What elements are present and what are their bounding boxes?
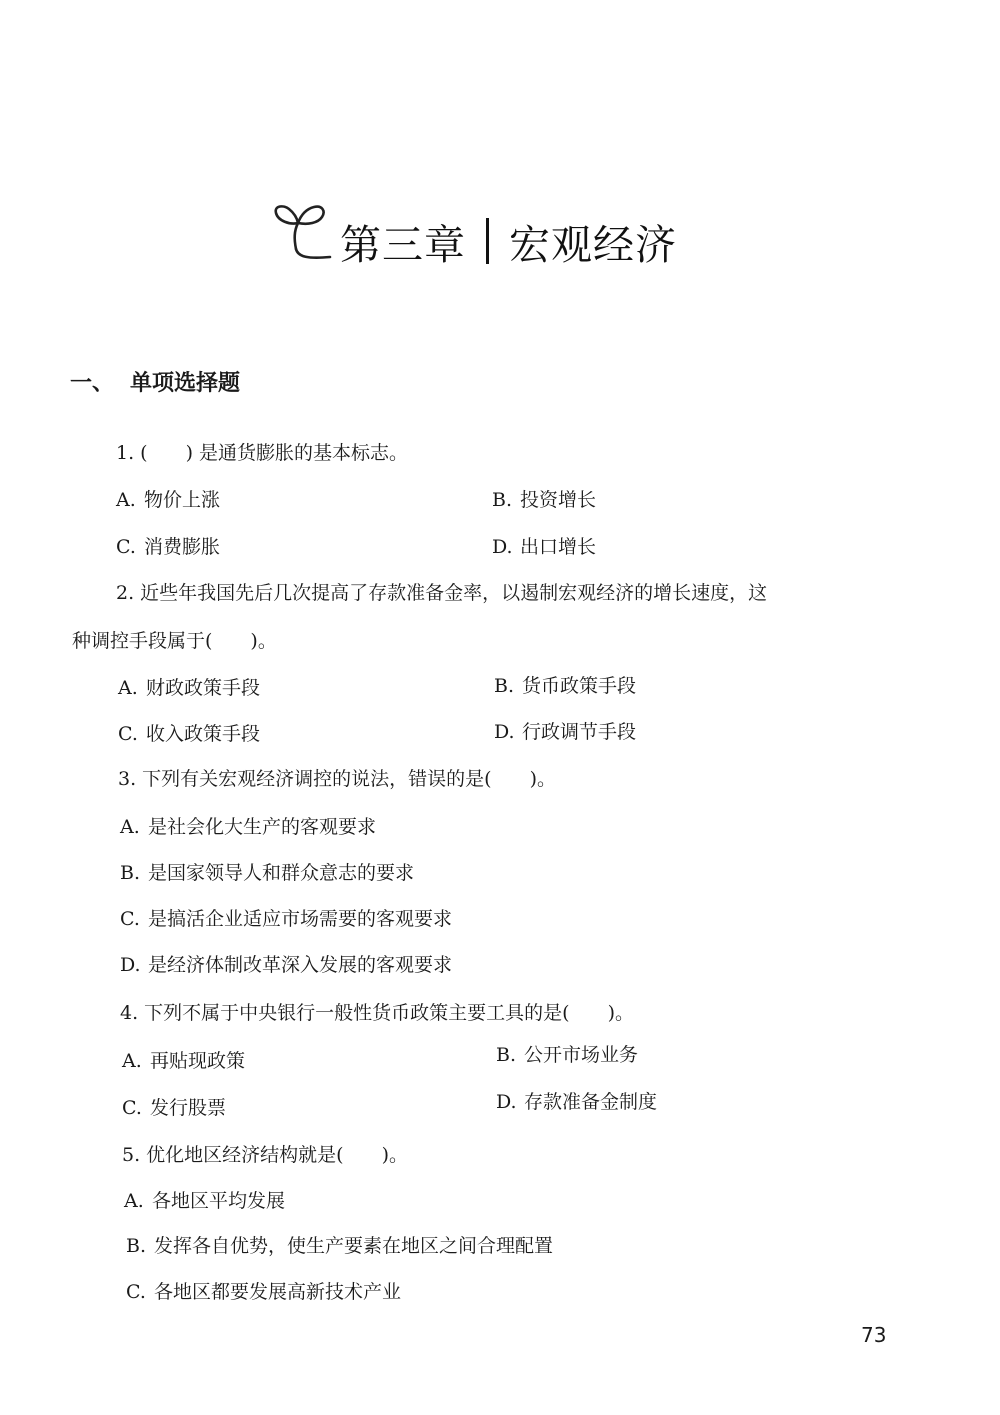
option-text: 存款准备金制度	[524, 1091, 658, 1113]
option-label: C.	[122, 1097, 142, 1119]
option-label: A.	[116, 489, 136, 511]
question-1-option-c	[116, 534, 220, 560]
option-text: 公开市场业务	[524, 1044, 639, 1066]
option-label: C.	[126, 1281, 146, 1303]
section-number: 一、	[70, 371, 115, 396]
chapter-divider	[486, 218, 489, 264]
option-label: C.	[116, 536, 136, 558]
option-text: 各地区平均发展	[152, 1190, 286, 1212]
option-label: B.	[494, 675, 515, 697]
question-5-option-a	[124, 1188, 285, 1214]
option-text: 投资增长	[520, 489, 597, 511]
option-text: 出口增长	[520, 536, 597, 558]
option-text: 消费膨胀	[144, 536, 221, 558]
chapter-number: 第三章	[340, 220, 466, 269]
question-5-option-b	[126, 1233, 553, 1259]
option-label: B.	[496, 1044, 517, 1066]
option-label: A.	[118, 677, 138, 699]
question-4-option-b	[496, 1042, 638, 1068]
option-label: D.	[496, 1091, 517, 1113]
option-label: B.	[120, 862, 141, 884]
question-2-stem-line-1: 2. 近些年我国先后几次提高了存款准备金率，以遏制宏观经济的增长速度，这	[116, 582, 768, 604]
option-text: 是国家领导人和群众意志的要求	[148, 862, 415, 884]
option-label: B.	[126, 1235, 147, 1257]
question-2-option-c	[118, 721, 260, 747]
question-3-option-a	[120, 814, 376, 840]
option-label: C.	[120, 908, 140, 930]
option-text: 发挥各自优势，使生产要素在地区之间合理配置	[154, 1235, 554, 1257]
question-3-option-c	[120, 906, 452, 932]
option-label: D.	[492, 536, 513, 558]
option-label: B.	[492, 489, 513, 511]
question-3-stem: 3. 下列有关宏观经济调控的说法，错误的是( )。	[118, 768, 556, 790]
question-1-option-b	[492, 487, 596, 513]
option-label: C.	[118, 723, 138, 745]
option-label: A.	[122, 1050, 142, 1072]
question-1-stem: 1. ( ) 是通货膨胀的基本标志。	[116, 442, 409, 464]
option-text: 是社会化大生产的客观要求	[148, 816, 377, 838]
option-text: 各地区都要发展高新技术产业	[154, 1281, 402, 1303]
option-label: D.	[120, 954, 141, 976]
chapter-title: 宏观经济	[509, 220, 677, 269]
chapter-header	[270, 196, 677, 286]
question-5-option-c	[126, 1279, 401, 1305]
question-2-stem-line-2: 种调控手段属于( )。	[72, 630, 277, 652]
option-text: 是搞活企业适应市场需要的客观要求	[148, 908, 453, 930]
section-heading	[70, 366, 240, 397]
option-text: 货币政策手段	[522, 675, 637, 697]
option-label: D.	[494, 721, 515, 743]
option-text: 发行股票	[150, 1097, 227, 1119]
option-text: 财政政策手段	[146, 677, 261, 699]
question-2-option-b	[494, 673, 636, 699]
option-text: 收入政策手段	[146, 723, 261, 745]
option-text: 行政调节手段	[522, 721, 637, 743]
question-3-option-b	[120, 860, 414, 886]
question-5-stem: 5. 优化地区经济结构就是( )。	[122, 1144, 408, 1166]
option-text: 物价上涨	[144, 489, 221, 511]
question-1-option-d	[492, 534, 596, 560]
page-number: 73	[861, 1323, 887, 1347]
section-title: 单项选择题	[130, 371, 241, 396]
question-2-option-d	[494, 719, 636, 745]
question-2-option-a	[118, 675, 260, 701]
question-3-option-d	[120, 952, 452, 978]
option-label: A.	[124, 1190, 144, 1212]
option-label: A.	[120, 816, 140, 838]
question-4-stem: 4. 下列不属于中央银行一般性货币政策主要工具的是( )。	[120, 1002, 634, 1024]
question-4-option-c	[122, 1095, 226, 1121]
option-text: 再贴现政策	[150, 1050, 246, 1072]
option-text: 是经济体制改革深入发展的客观要求	[148, 954, 453, 976]
sprout-icon	[270, 203, 334, 265]
question-1-option-a	[116, 487, 220, 513]
question-4-option-a	[122, 1048, 245, 1074]
question-4-option-d	[496, 1089, 657, 1115]
